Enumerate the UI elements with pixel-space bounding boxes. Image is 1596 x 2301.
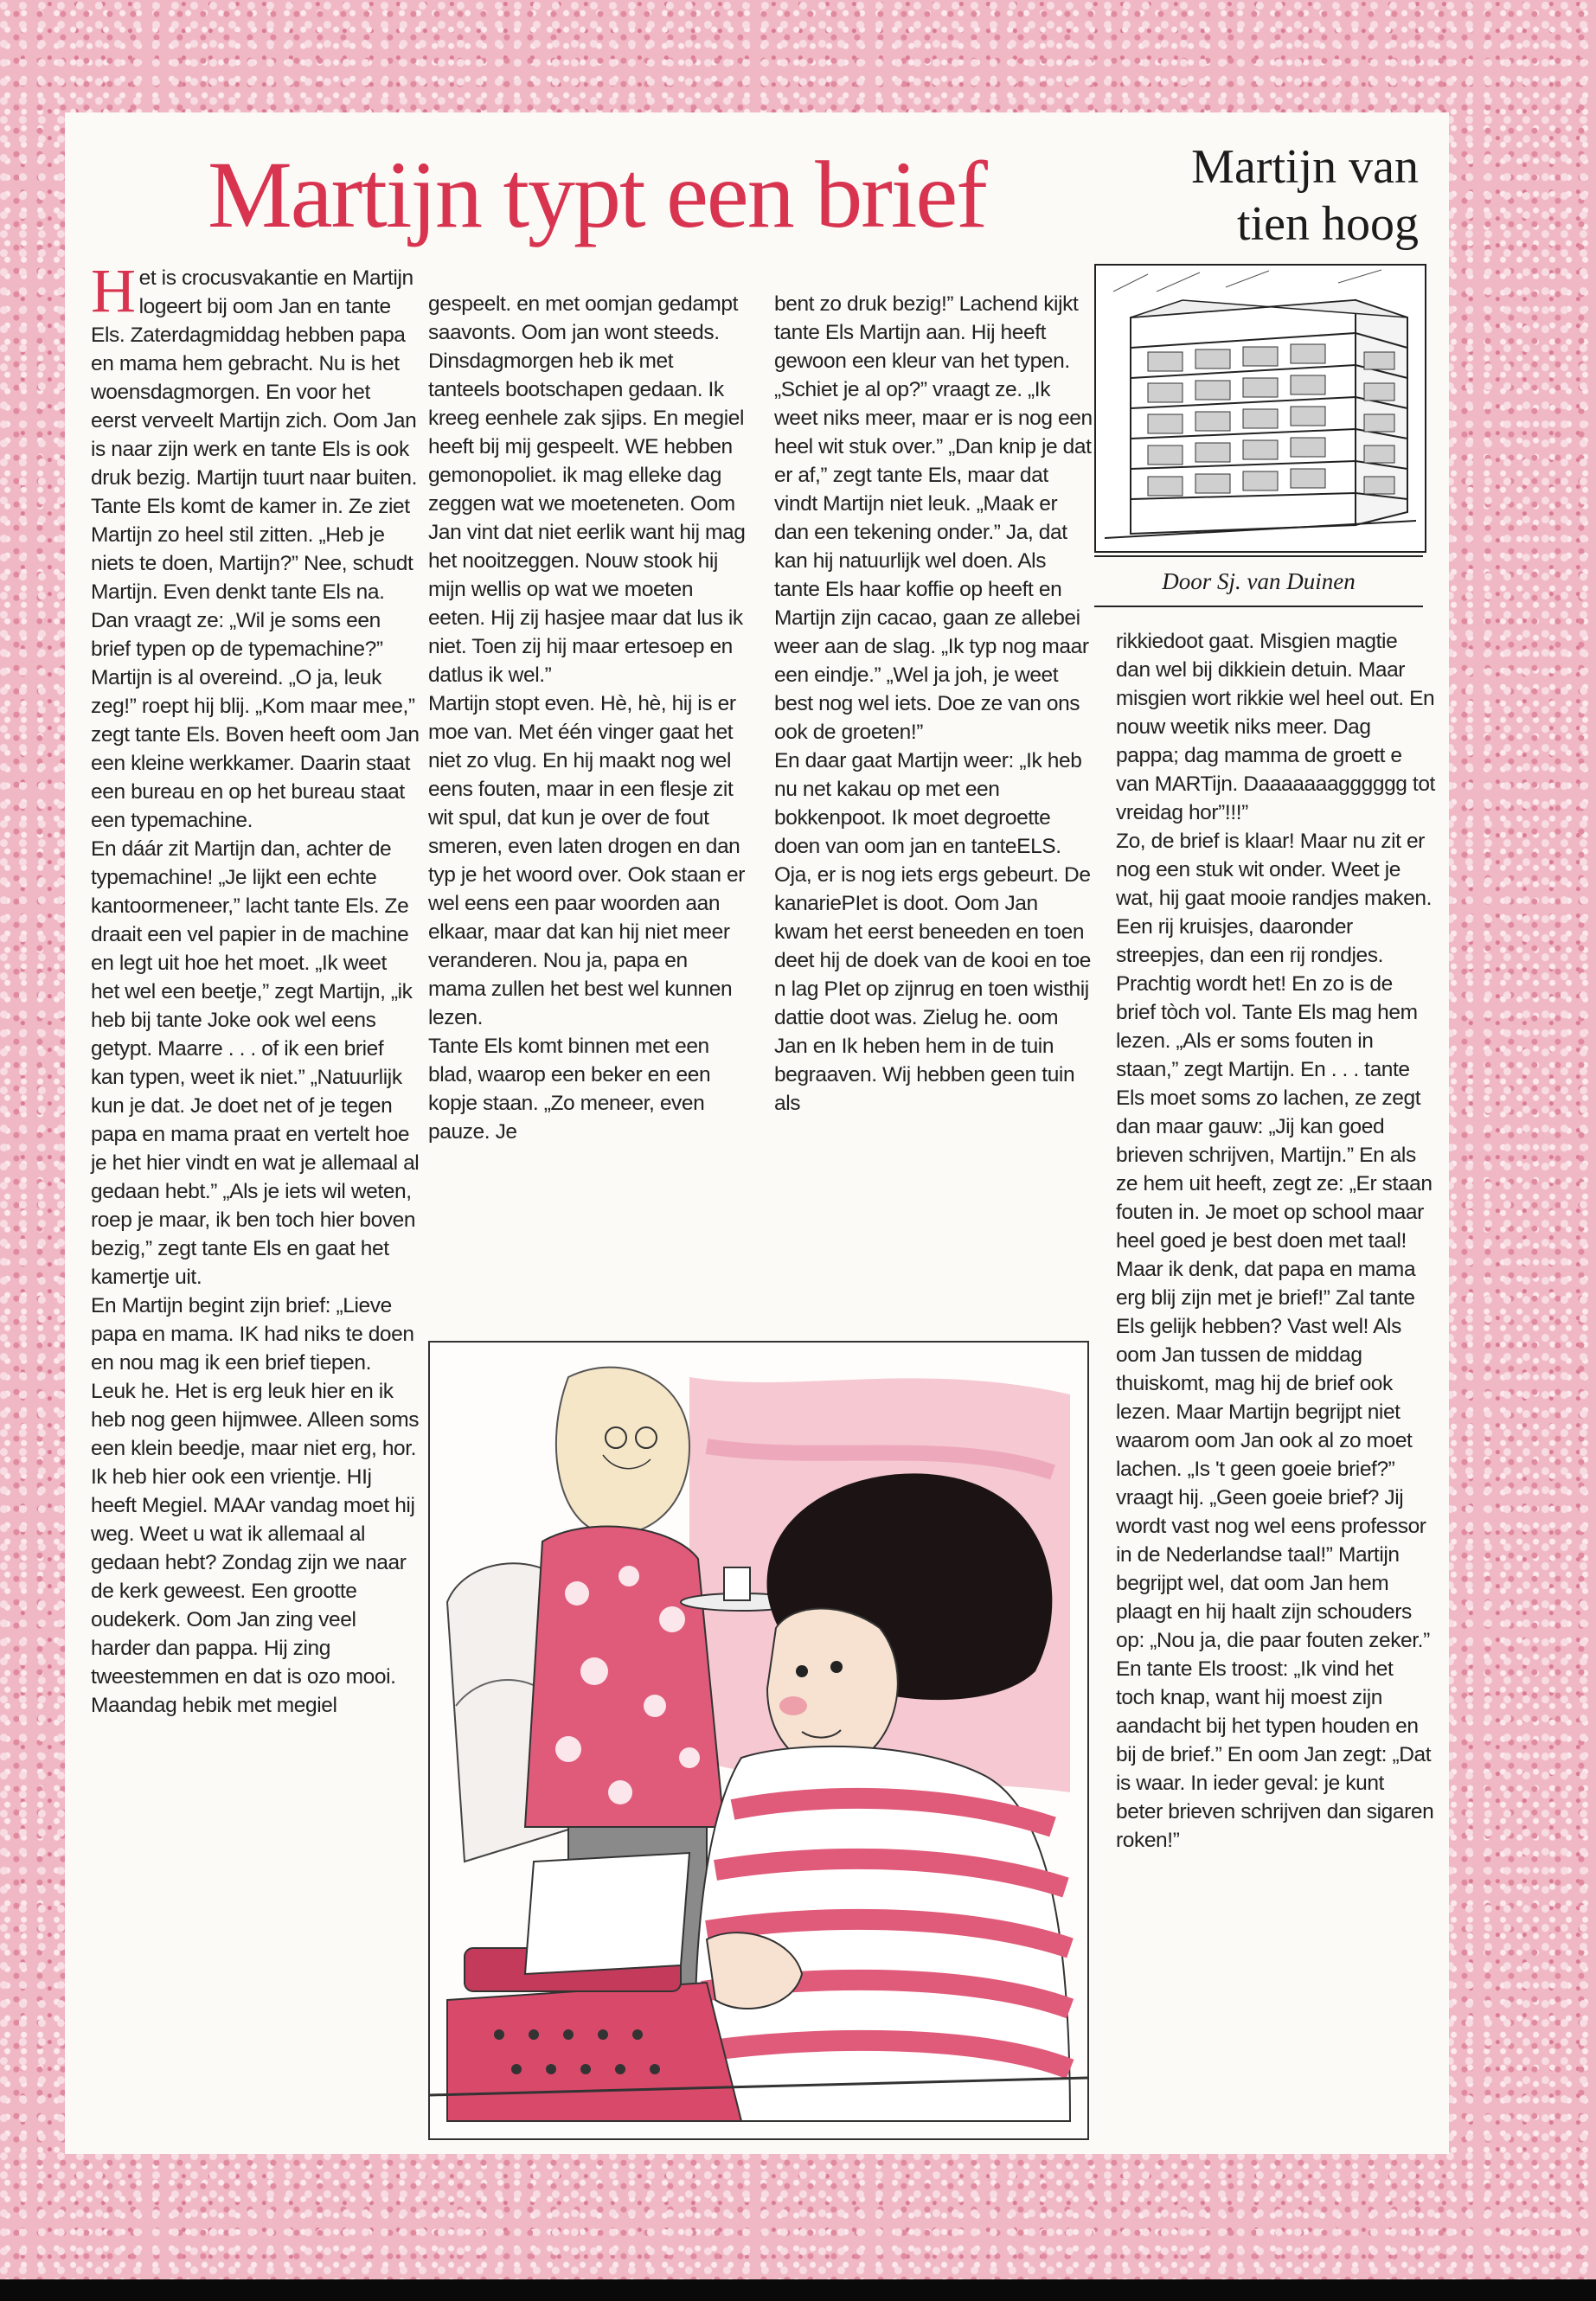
paragraph-8: bent zo druk bezig!” Lachend kijkt tante Els Martijn aan. Hij heeft gewoon een kleur van het typen. „Schiet je al op?” vraagt ze. „Ik weet niks meer, maar er is nog een heel wit stuk over.” „Dan knip je dat er af,” zegt tante Els, maar dat vindt Martijn niet leuk. „Maak er dan een tekening onder.” Ja, dat kan hij natuurlijk wel doen. Als tante Els haar koffie op heeft en Martijn zijn cacao, gaan ze allebei weer aan de slag. „Ik typ nog maar een eindje.” „Wel ja joh, je weet best nog wel iets. Doe ze van ons ook de groeten!” [774,292,1093,744]
paragraph-6: Martijn stopt even. Hè, hè, hij is er moe van. Met één vinger gaat het niet zo vlug. En hij maakt nog wel eens fouten, maar in een flesje zit wit spul, dat kun je over de fout smeren, even laten drogen en dan typ je het woord over. Ook staan er wel eens een paar woorden aan elkaar, maar dat kan hij niet meer veranderen. Nou ja, papa en mama zullen het best wel kunnen lezen. [428,692,745,1029]
column-title-line1: Martijn van [1191,140,1419,194]
paragraph-10: rikkiedoot gaat. Misgien magtie dan wel bij dikkiein detuin. Maar misgien wort rikkie wel heel out. En nouw weetik niks meer. Dag pappa; dag mamma de groett e van MARTijn. Daaaaaaagggggg tot vreidag hor”!!!” [1116,630,1435,824]
text-column-2 [428,290,748,1319]
illustration-boy-typing [428,1341,1089,2140]
author-byline: Door Sj. van Duinen [1094,555,1423,607]
paragraph-5: gespeelt. en met oomjan gedampt saavonts. Oom jan wont steeds. Dinsdagmorgen heb ik met tanteels bootschapen gedaan. Ik kreeg eenhele zak sjips. En megiel heeft bij mij gespeelt. WE hebben gemonopoliet. ik mag elleke dag zeggen wat we moeteneten. Oom Jan vint dat niet eerlik want hij mag het nooitzeggen. Nouw stook hij mijn wellis op wat we moeten eeten. Hij zij hasjee maar dat lus ik niet. Toen zij hij maar ertesoep en datlus ik wel.” [428,292,746,687]
paragraph-3: En Martijn begint zijn brief: „Lieve papa en mama. IK had niks te doen en nou mag ik een brief tiepen. Leuk he. Het is erg leuk hier en ik heb nog geen hijmwee. Alleen soms een klein beedje, maar niet erg, hor. Ik heb hier ook een vrientje. HIj heeft Megiel. MAAr vandag moet hij weg. Weet u wat ik allemaal al gedaan hebt? Zondag zijn we naar de kerk geweest. Een grootte oudekerk. Oom Jan zing veel harder dan pappa. Hij zing tweestemmen en dat is ozo mooi. [91,1294,420,1689]
text-column-4 [1116,627,1436,2141]
column-title [1081,138,1419,253]
bottom-scan-band [0,2279,1596,2301]
article-title: Martijn typt een brief [208,142,986,247]
paragraph-11: Zo, de brief is klaar! Maar nu zit er nog een stuk wit onder. Weet je wat, hij gaat mooie randjes maken. Een rij kruisjes, daaronder streepjes, dan een rij rondjes. Prachtig wordt het! En zo is de brief tòch vol. Tante Els mag hem lezen. „Als er soms fouten in staan,” zegt Martijn. En . . . tante Els moet soms zo lachen, ze zegt dan maar gauw: „Jij kan goed brieven schrijven, Martijn.” En als ze hem uit heeft, zegt ze: „Er staan fouten in. Je moet op school maar heel goed je best doen met taal! Maar ik denk, dat papa en mama erg blij zijn met je brief!” Zal tante Els gelijk hebben? Vast wel! Als oom Jan tussen de middag thuiskomt, mag hij de brief ook lezen. Maar Martijn begrijpt niet waarom oom Jan ook al zo moet lachen. „Is 't geen goeie brief?” vraagt hij. „Geen goeie brief? Jij wordt vast nog wel eens professor in de Nederlandse taal!” Martijn begrijpt wel, dat oom Jan hem plaagt en hij haalt zijn schouders op: „Nou ja, die paar fouten zeker.” En tante Els troost: „Ik vind het toch knap, want hij moest zijn aandacht bij het typen houden en bij de brief.” En oom Jan zegt: „Dat is waar. In ieder geval: je kunt beter brieven schrijven dan sigaren roken!” [1116,830,1434,1852]
paragraph-7: Tante Els komt binnen met een blad, waarop een beker en een kopje staan. „Zo meneer, even pauze. Je [428,1035,711,1144]
paragraph-2: En dáár zit Martijn dan, achter de typemachine! „Je lijkt een echte kantoormeneer,” lacht tante Els. Ze draait een vel papier in de machine en legt uit hoe het moet. „Ik weet het wel een beetje,” zegt Martijn, „ik heb bij tante Joke ook wel eens getypt. Maarre . . . of ik een brief kan typen, weet ik niet.” „Natuurlijk kun je dat. Je doet net of je tegen papa en mama praat en vertelt hoe je het hier vindt en wat je allemaal al gedaan hebt.” „Als je iets wil weten, roep je maar, ik ben toch hier boven bezig,” zegt tante Els en gaat het kamertje uit. [91,837,420,1289]
paragraph-1 [91,256,420,835]
paragraph-4: Maandag hebik met megiel [91,1694,337,1717]
drop-cap: H [91,256,136,325]
article-page [65,112,1449,2154]
paragraph-9: En daar gaat Martijn weer: „Ik heb nu net kakau op met een bokkenpoot. Ik moet degroette doen van oom jan en tanteELS. Oja, er is nog iets ergs gebeurt. De kanariePIet is doot. Oom Jan kwam het eerst beneeden en toen deet hij de doek van de kooi en toe n lag PIet op zijnrug en toen wisthij dattie doot was. Zielug he. oom Jan en Ik heben hem in de tuin begraaven. Wij hebben geen tuin als [774,749,1092,1115]
apartment-building-drawing [1094,264,1426,553]
text-column-3 [774,290,1094,1319]
column-title-line2: tien hoog [1237,197,1419,251]
text-column-1 [91,256,420,2141]
paragraph-1-text: et is crocusvakantie en Martijn logeert bij oom Jan en tante Els. Zaterdagmiddag hebben papa en mama hem gebracht. Nu is het woensdagmorgen. En voor het eerst verveelt Martijn zich. Oom Jan is naar zijn werk en tante Els is ook druk bezig. Martijn tuurt naar buiten. Tante Els komt de kamer in. Ze ziet Martijn zo heel stil zitten. „Heb je niets te doen, Martijn?” Nee, schudt Martijn. Even denkt tante Els na. Dan vraagt ze: „Wil je soms een brief typen op de typemachine?” Martijn is al overeind. „O ja, leuk zeg!” roept hij blij. „Kom maar mee,” zegt tante Els. Boven heeft oom Jan een kleine werkkamer. Daarin staat een bureau en op het bureau staat een typemachine. [91,266,420,832]
